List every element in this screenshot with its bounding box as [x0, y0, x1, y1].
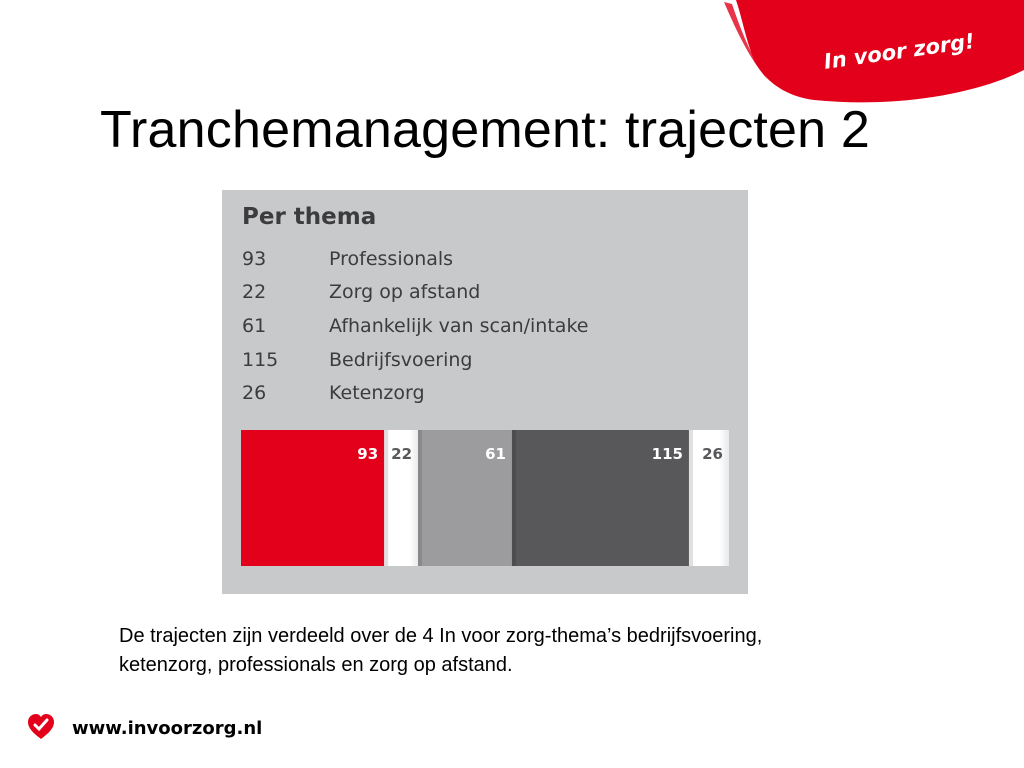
- legend-row: [242, 242, 588, 276]
- legend-category: Professionals: [329, 247, 454, 270]
- footer-url[interactable]: www.invoorzorg.nl: [72, 718, 263, 739]
- segment-edge-shade: [512, 430, 516, 566]
- bar-data-label: 22: [391, 445, 413, 463]
- chart-title: Per thema: [242, 204, 377, 230]
- legend-value: 93: [242, 247, 267, 270]
- slide-title: Tranchemanagement: trajecten 2: [100, 101, 871, 159]
- legend-value: 26: [242, 382, 267, 405]
- legend-category: Bedrijfsvoering: [329, 348, 473, 371]
- bar-data-label: 115: [651, 445, 683, 463]
- legend-category: Ketenzorg: [329, 382, 425, 405]
- legend-category: Afhankelijk van scan/intake: [329, 314, 589, 337]
- legend-value: 61: [242, 314, 267, 337]
- legend-row: [242, 309, 588, 343]
- bar-data-label: 26: [702, 445, 723, 463]
- legend-row: [242, 276, 588, 310]
- legend-row: [242, 343, 588, 377]
- segment-edge-shade: [384, 430, 388, 566]
- legend-value: 22: [242, 281, 267, 304]
- stacked-bar: [241, 430, 729, 566]
- theme-list: [242, 242, 588, 410]
- bar-data-label: 93: [357, 445, 379, 463]
- segment-edge-shade: [689, 430, 693, 566]
- brand-tagline: In voor zorg!: [822, 28, 977, 74]
- bar-data-label: 61: [485, 445, 506, 463]
- legend-category: Zorg op afstand: [329, 281, 481, 304]
- slide-caption: De trajecten zijn verdeeld over de 4 In voor zorg-thema’s bedrijfsvoering, ketenzorg, professionals en zorg op afstand.: [119, 625, 763, 676]
- stacked-bar-svg: [241, 430, 729, 566]
- legend-value: 115: [242, 348, 279, 371]
- segment-edge-shade: [418, 430, 422, 566]
- chart-panel: [222, 190, 748, 594]
- brand-banner: [724, 0, 1024, 112]
- heart-logo-icon: [26, 712, 56, 742]
- legend-row: [242, 376, 588, 410]
